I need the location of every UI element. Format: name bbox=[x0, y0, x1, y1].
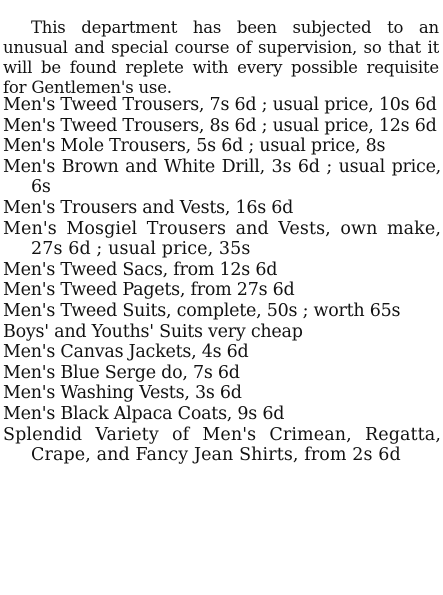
list-item: Men's Mosgiel Trousers and Vests, own make, 27s 6d ; usual price, 35s bbox=[3, 218, 441, 260]
list-item: Men's Washing Vests, 3s 6d bbox=[3, 383, 242, 404]
list-item: Men's Black Alpaca Coats, 9s 6d bbox=[3, 403, 285, 424]
list-item: Men's Tweed Pagets, from 27s 6d bbox=[3, 280, 295, 301]
list-item: Men's Brown and White Drill, 3s 6d ; usual price, 6s bbox=[3, 156, 441, 198]
list-item: Men's Tweed Trousers, 8s 6d ; usual price, 12s 6d bbox=[3, 115, 437, 136]
list-item: Men's Trousers and Vests, 16s 6d bbox=[3, 197, 294, 218]
intro-paragraph: This department has been subjected to an unusual and special course of supervision, so that it will be found replete with every possible requisite for Gentlemen's use. bbox=[3, 17, 439, 97]
list-item: Men's Tweed Suits, complete, 50s ; worth 65s bbox=[3, 300, 401, 321]
list-item: Men's Blue Serge do, 7s 6d bbox=[3, 362, 240, 383]
list-item: Men's Tweed Trousers, 7s 6d ; usual price, 10s 6d bbox=[3, 95, 437, 115]
list-item: Splendid Variety of Men's Crimean, Regatta, Crape, and Fancy Jean Shirts, from 2s 6d bbox=[3, 424, 441, 466]
list-item: Men's Tweed Sacs, from 12s 6d bbox=[3, 259, 278, 280]
price-list bbox=[3, 95, 441, 466]
list-item: Boys' and Youths' Suits very cheap bbox=[3, 321, 303, 342]
list-item: Men's Mole Trousers, 5s 6d ; usual price, 8s bbox=[3, 136, 386, 157]
list-item: Men's Canvas Jackets, 4s 6d bbox=[3, 342, 249, 363]
